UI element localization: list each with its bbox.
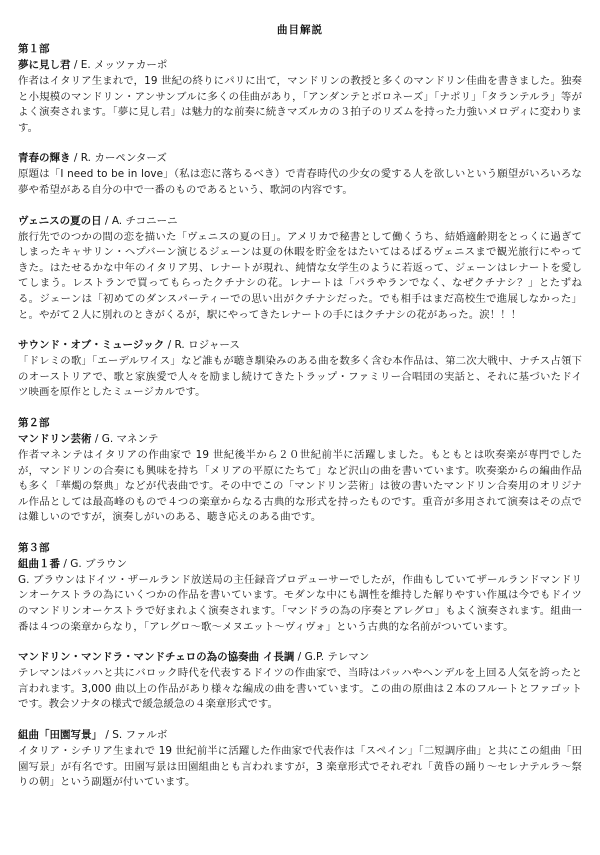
piece-composer: E. メッツァカーポ: [80, 59, 168, 71]
piece-heading: [18, 337, 582, 353]
part-heading: 第２部: [18, 416, 50, 429]
piece-title: 夢に見し君: [18, 59, 71, 71]
title-separator: /: [60, 557, 71, 570]
title-separator: /: [70, 59, 81, 71]
piece: [18, 556, 582, 635]
piece: [18, 431, 582, 526]
piece: [18, 57, 582, 136]
piece: [18, 649, 582, 713]
piece-heading: [18, 556, 582, 572]
piece-composer: A. チコニーニ: [111, 214, 178, 227]
piece-title: 組曲「田園写景」: [18, 729, 102, 742]
piece-title: サウンド・オブ・ミュージック: [18, 339, 165, 352]
piece-title: マンドリン・マンドラ・マンドチェロの為の協奏曲 イ長調: [18, 651, 295, 664]
title-separator: /: [70, 152, 81, 165]
piece-description: 作者マネンテはイタリアの作曲家で 19 世紀後半から２０世紀前半に活躍しました。もともとは吹奏楽が専門でしたが，マンドリンの合奏にも興味を持ち「メリアの平原にたちて」など沢山の曲を書いています。吹奏楽からの編曲作品も多く「華燭の祭典」などが代表曲です。その中でこの「マンドリン芸術」は彼の書いたマンドリン合奏用のオリジナル作品としては最高峰のもので４つの楽章からなる古典的な形式を持ったものです。重音が多用されて演奏はその点では難しいのですが，演奏しがいのある、聴き応えのある曲です。: [18, 448, 582, 524]
piece-composer: G. ブラウン: [70, 557, 128, 570]
part-heading: 第３部: [18, 541, 50, 554]
piece-heading: [18, 213, 582, 229]
piece: [18, 337, 582, 401]
piece-composer: G. マネンテ: [101, 432, 159, 445]
piece-description: 「ドレミの歌」「エーデルワイス」など誰もが聴き馴染みのある曲を数多く含む本作品は、第二次大戦中、ナチス占領下のオーストリアで、歌と家族愛で人々を励まし続けてきたトラップ・ファミリー合唱団の実話と、それに基づいたドイツ映画を原作としたミュージカルです。: [18, 355, 582, 399]
piece-heading: [18, 57, 582, 73]
title-separator: /: [294, 651, 305, 664]
piece-description: イタリア・シチリア生まれで 19 世紀前半に活躍した作曲家で代表作は「スペイン」「二短調序曲」と共にこの組曲「田園写景」が有名です。田園写景は田園組曲とも言われますが，3 楽章形式でそれぞれ「黄昏の踊り～セレナテルラ～祭りの朝」という副題が付いています。: [18, 745, 582, 789]
document-title: 曲目解説: [277, 24, 323, 36]
title-separator: /: [91, 432, 102, 445]
piece-title: マンドリン芸術: [18, 432, 92, 445]
piece-heading: [18, 649, 582, 665]
piece: [18, 150, 582, 198]
piece-composer: S. ファルボ: [112, 729, 168, 742]
title-separator: /: [164, 339, 175, 352]
piece-title: ヴェニスの夏の日: [18, 214, 102, 227]
title-separator: /: [101, 214, 112, 227]
piece-description: 作者はイタリア生まれで，19 世紀の終りにパリに出て，マンドリンの教授と多くのマンドリン佳曲を書きました。独奏と小規模のマンドリン・アンサンブルに多くの佳曲があり，「アンダンテとボロネーズ」「ナポリ」「タランテルラ」等がよく演奏されます。「夢に見し君」は魅力的な前奏に続きマズルカの３拍子のリズムを持った力強いメロディに変わります。: [18, 75, 582, 134]
piece-composer: R. ロジャース: [174, 339, 240, 352]
piece-description: G. ブラウンはドイツ・ザールランド放送局の主任録音プロデューサーでしたが，作曲もしていてザールランドマンドリンオーケストラの為にいくつかの作品を書いています。モダンな中にも調性を維持した解りやすい作風は今でもドイツのマンドリンオーケストラで好まれよく演奏されます。「マンドラの為の序奏とアレグロ」もよく演奏されます。組曲一番は４つの楽章からなり，「アレグロ～歌～メヌエット～ヴィヴォ」という古典的な名前がついています。: [18, 573, 582, 633]
piece-description: 原題は「I need to be in love」（私は恋に落ちるべき）で青春時代の少女の愛する人を欲しいという願望がいろいろな夢や希望がある自分の中で一番のものであるという、歌詞の内容です。: [18, 168, 582, 196]
title-separator: /: [102, 729, 113, 742]
piece-composer: R. カーペンターズ: [80, 152, 167, 165]
piece-composer: G.P. テレマン: [304, 651, 370, 664]
piece: [18, 213, 582, 324]
piece-heading: [18, 727, 582, 743]
part-heading: 第１部: [18, 43, 50, 55]
piece-description: 旅行先でのつかの間の恋を描いた「ヴェニスの夏の日」。アメリカで秘書として働くうち、結婚適齢期をとっくに過ぎてしまったキャサリン・ヘプバーン演じるジェーンは夏の休暇を貯金をはたいてはるばるヴェニスまで観光旅行にやってきた。はたせるかな中年のイタリア男、レナートが現れ、純情な女学生のように若返って、ジェーンはレナートを愛してしまう。レストランで買ってもらったクチナシの花。レナートは「バラやランでなく、なぜクチナシ？」とたずねる。ジェーンは「初めてのダンスパーティーでの思い出がクチナシだった。でも相手はまだ高校生で進展しなかった」と。やがて２人に別れのときがくるが，駅にやってきたレナートの手にはクチナシの花があった。涙！！！: [18, 230, 582, 321]
piece-title: 組曲１番: [18, 557, 60, 570]
piece-description: テレマンはバッハと共にバロック時代を代表するドイツの作曲家で、当時はバッハやヘンデルを上回る人気を誇ったと言われます。3,000 曲以上の作品があり様々な編成の曲を書いています。この曲の原曲は２本のフルートとファゴットです。教会ソナタの様式で緩急緩急の４楽章形式です。: [18, 667, 582, 711]
piece-title: 青春の輝き: [18, 152, 71, 165]
piece-heading: [18, 150, 582, 166]
piece: [18, 727, 582, 791]
piece-heading: [18, 431, 582, 447]
